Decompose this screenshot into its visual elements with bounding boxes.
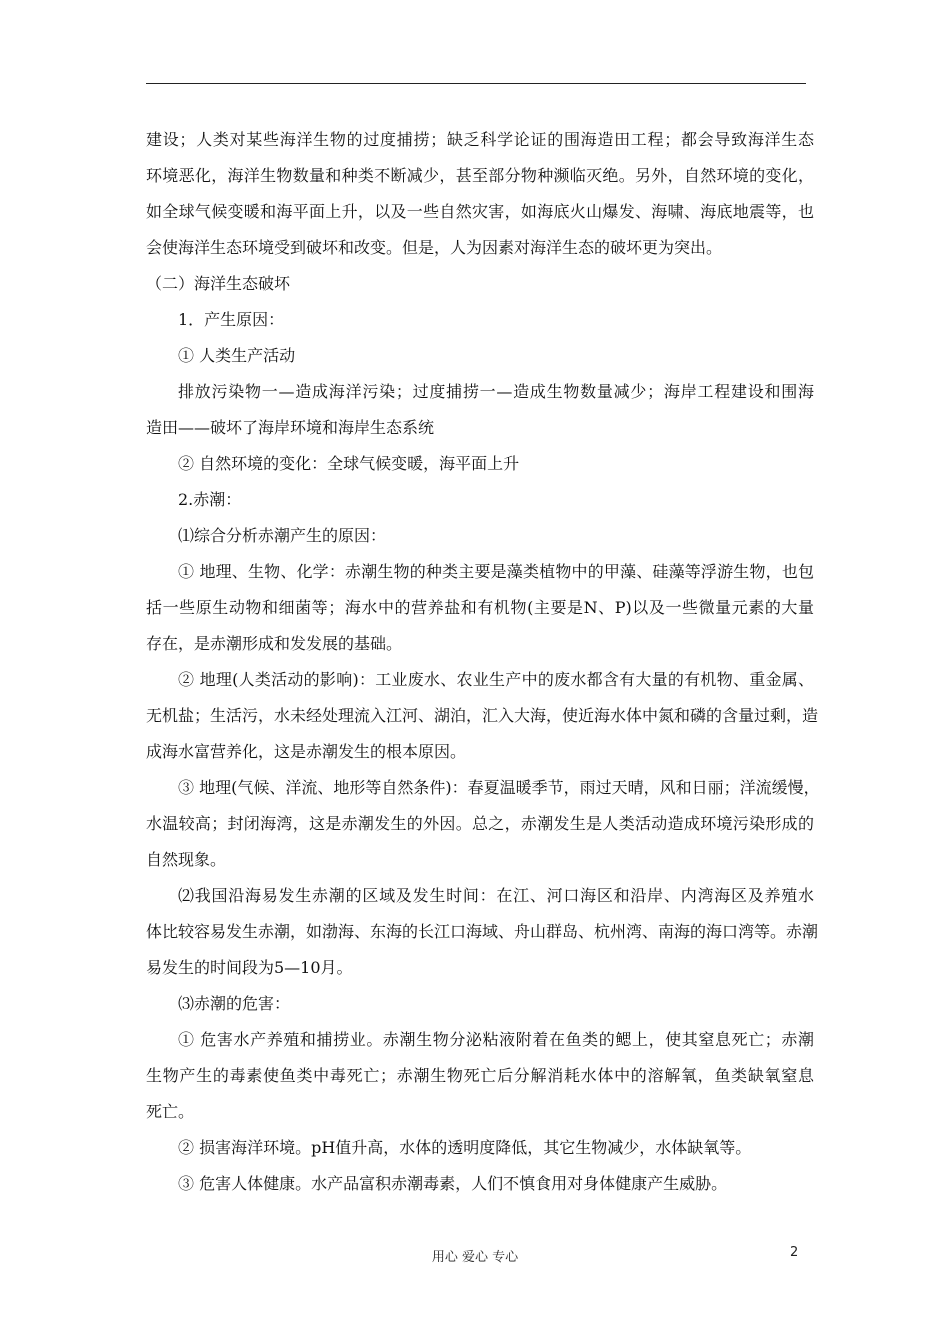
text-line: 生物产生的毒素使鱼类中毒死亡；赤潮生物死亡后分解消耗水体中的溶解氧，鱼类缺氧窒息 — [146, 1066, 814, 1085]
text-line: 易发生的时间段为5—10月。 — [146, 958, 353, 977]
footer-text: 用心 爱心 专心 — [431, 1250, 519, 1265]
text-line: ② 自然环境的变化：全球气候变暖，海平面上升 — [178, 454, 520, 473]
header-rule — [146, 83, 806, 84]
text-line: ③ 危害人体健康。水产品富积赤潮毒素，人们不慎食用对身体健康产生威胁。 — [178, 1174, 728, 1193]
text-line: 存在，是赤潮形成和发发展的基础。 — [146, 634, 403, 653]
text-line: ① 地理、生物、化学：赤潮生物的种类主要是藻类植物中的甲藻、硅藻等浮游生物，也包 — [178, 562, 814, 581]
text-line: 水温较高；封闭海湾，这是赤潮发生的外因。总之，赤潮发生是人类活动造成环境污染形成的 — [146, 814, 814, 833]
text-line: ① 危害水产养殖和捕捞业。赤潮生物分泌粘液附着在鱼类的鳃上，使其窒息死亡；赤潮 — [178, 1030, 814, 1049]
text-line: 成海水富营养化，这是赤潮发生的根本原因。 — [146, 742, 467, 761]
text-line: ① 人类生产活动 — [178, 346, 296, 365]
text-line: 死亡。 — [146, 1102, 195, 1121]
text-line: 造田——破坏了海岸环境和海岸生态系统 — [146, 418, 435, 437]
text-line: ② 损害海洋环境。pH值升高，水体的透明度降低，其它生物减少，水体缺氧等。 — [178, 1138, 752, 1157]
page-number: 2 — [790, 1245, 799, 1260]
text-line: ② 地理(人类活动的影响)：工业废水、农业生产中的废水都含有大量的有机物、重金属、 — [178, 670, 814, 689]
text-line: 如全球气候变暖和海平面上升，以及一些自然灾害，如海底火山爆发、海啸、海底地震等，也 — [146, 202, 814, 221]
text-line: ⑶赤潮的危害： — [178, 994, 291, 1013]
text-line: ⑵我国沿海易发生赤潮的区域及发生时间：在江、河口海区和沿岸、内湾海区及养殖水 — [178, 886, 814, 905]
document-body — [146, 122, 820, 1202]
text-line: ③ 地理(气候、洋流、地形等自然条件)：春夏温暖季节，雨过天晴，风和日丽；洋流缓慢， — [178, 778, 820, 797]
text-line: 自然现象。 — [146, 850, 227, 869]
text-line: 环境恶化，海洋生物数量和种类不断减少，甚至部分物种濒临灭绝。另外，自然环境的变化， — [146, 166, 814, 185]
text-line: 1．产生原因： — [178, 310, 285, 329]
text-line: 体比较容易发生赤潮，如渤海、东海的长江口海域、舟山群岛、杭州湾、南海的海口湾等。赤潮 — [146, 922, 819, 941]
text-line: 无机盐；生活污，水未经处理流入江河、湖泊，汇入大海，使近海水体中氮和磷的含量过剩，造 — [146, 706, 819, 725]
text-line: 建设；人类对某些海洋生物的过度捕捞；缺乏科学论证的围海造田工程；都会导致海洋生态 — [146, 130, 814, 149]
text-line: ⑴综合分析赤潮产生的原因： — [178, 526, 387, 545]
text-line: 2.赤潮： — [178, 490, 242, 509]
text-line: 排放污染物一—造成海洋污染；过度捕捞一—造成生物数量减少；海岸工程建设和围海 — [178, 382, 814, 401]
text-line: 括一些原生动物和细菌等；海水中的营养盐和有机物(主要是N、P)以及一些微量元素的大量 — [146, 598, 814, 617]
text-line: 会使海洋生态环境受到破坏和改变。但是，人为因素对海洋生态的破坏更为突出。 — [146, 238, 723, 257]
text-line: （二）海洋生态破坏 — [146, 274, 291, 293]
